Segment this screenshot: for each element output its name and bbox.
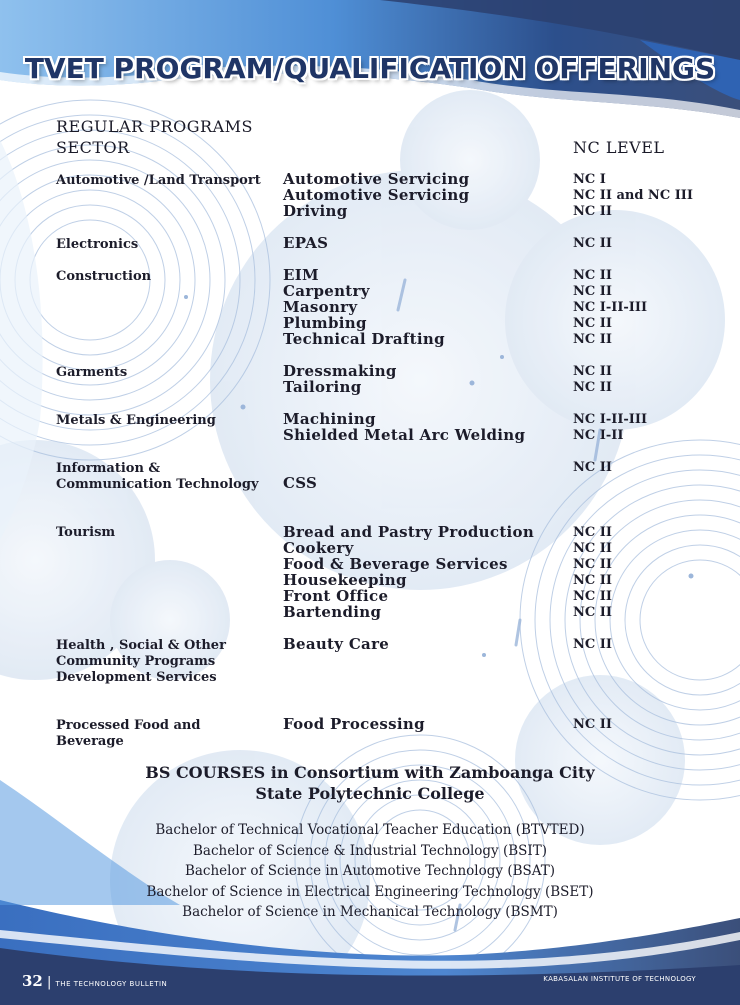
program-label: Machining xyxy=(283,410,376,428)
program-label: Masonry xyxy=(283,298,358,316)
sector-label: Communication Technology xyxy=(56,477,259,492)
nc-level-value: NC II xyxy=(573,460,612,475)
page-title: TVET PROGRAM/QUALIFICATION OFFERINGS xyxy=(24,52,716,85)
nc-level-value: NC II xyxy=(573,557,612,572)
bs-courses-title-line2: State Polytechnic College xyxy=(255,784,485,803)
program-label: Carpentry xyxy=(283,282,370,300)
sector-label: Beverage xyxy=(56,734,124,749)
program-label: Bread and Pastry Production xyxy=(283,523,535,541)
nc-level-heading: NC LEVEL xyxy=(573,138,665,157)
program-label: Front Office xyxy=(283,587,389,605)
course-item: Bachelor of Science in Automotive Technology (BSAT) xyxy=(184,863,556,879)
footer-divider: | xyxy=(47,975,56,990)
program-label: Cookery xyxy=(283,539,354,557)
program-label: Automotive Servicing xyxy=(283,186,470,204)
nc-level-value: NC II xyxy=(573,268,612,283)
course-item: Bachelor of Science in Electrical Engineering Technology (BSET) xyxy=(146,884,594,900)
course-item: Bachelor of Science & Industrial Technology (BSIT) xyxy=(193,843,547,859)
nc-level-value: NC II xyxy=(573,589,612,604)
sector-label: Information & xyxy=(56,461,161,476)
program-label: Technical Drafting xyxy=(283,330,445,348)
sector-label: Development Services xyxy=(56,670,217,685)
nc-level-value: NC II xyxy=(573,236,612,251)
course-item: Bachelor of Science in Mechanical Technology (BSMT) xyxy=(182,904,558,920)
program-label: EIM xyxy=(283,266,319,284)
nc-level-value: NC II xyxy=(573,541,612,556)
program-label: Plumbing xyxy=(283,314,367,332)
nc-level-value: NC II xyxy=(573,380,612,395)
sector-label: Construction xyxy=(56,269,152,284)
program-label: Food Processing xyxy=(283,715,425,733)
nc-level-value: NC II xyxy=(573,717,612,732)
nc-level-value: NC II xyxy=(573,525,612,540)
regular-programs-heading: REGULAR PROGRAMS xyxy=(56,117,253,136)
sector-label: Community Programs xyxy=(56,654,216,669)
course-item: Bachelor of Technical Vocational Teacher Education (BTVTED) xyxy=(155,822,585,838)
program-label: Beauty Care xyxy=(283,635,390,653)
nc-level-value: NC I xyxy=(573,172,606,187)
program-label: Shielded Metal Arc Welding xyxy=(283,426,526,444)
nc-level-value: NC II xyxy=(573,332,612,347)
sector-label: Metals & Engineering xyxy=(56,413,216,428)
nc-level-value: NC II and NC III xyxy=(573,188,693,203)
footer-left xyxy=(22,972,167,990)
nc-level-value: NC II xyxy=(573,605,612,620)
sector-label: Tourism xyxy=(56,525,116,540)
sector-label: Processed Food and xyxy=(56,718,201,733)
nc-level-value: NC II xyxy=(573,316,612,331)
institution-name: KABASALAN INSTITUTE OF TECHNOLOGY xyxy=(543,975,696,983)
bs-courses-title-line1: BS COURSES in Consortium with Zamboanga City xyxy=(145,763,595,782)
nc-level-value: NC II xyxy=(573,204,612,219)
nc-level-value: NC II xyxy=(573,284,612,299)
program-label: Food & Beverage Services xyxy=(283,555,508,573)
bulletin-name: THE TECHNOLOGY BULLETIN xyxy=(55,980,168,988)
program-label: CSS xyxy=(283,474,318,492)
page-number: 32 xyxy=(22,972,43,990)
sector-label: Garments xyxy=(56,365,128,380)
program-label: EPAS xyxy=(283,234,329,252)
sector-label: Electronics xyxy=(56,237,139,252)
program-label: Housekeeping xyxy=(283,571,407,589)
program-label: Automotive Servicing xyxy=(283,170,470,188)
program-label: Driving xyxy=(283,202,348,220)
program-label: Bartending xyxy=(283,603,382,621)
nc-level-value: NC I-II-III xyxy=(573,300,648,315)
nc-level-value: NC II xyxy=(573,573,612,588)
sector-label: Health , Social & Other xyxy=(56,638,226,653)
nc-level-value: NC II xyxy=(573,637,612,652)
nc-level-value: NC I-II xyxy=(573,428,624,443)
program-label: Dressmaking xyxy=(283,362,397,380)
program-label: Tailoring xyxy=(283,378,362,396)
nc-level-value: NC II xyxy=(573,364,612,379)
nc-level-value: NC I-II-III xyxy=(573,412,648,427)
sector-heading: SECTOR xyxy=(56,138,130,157)
sector-label: Automotive /Land Transport xyxy=(56,173,261,188)
